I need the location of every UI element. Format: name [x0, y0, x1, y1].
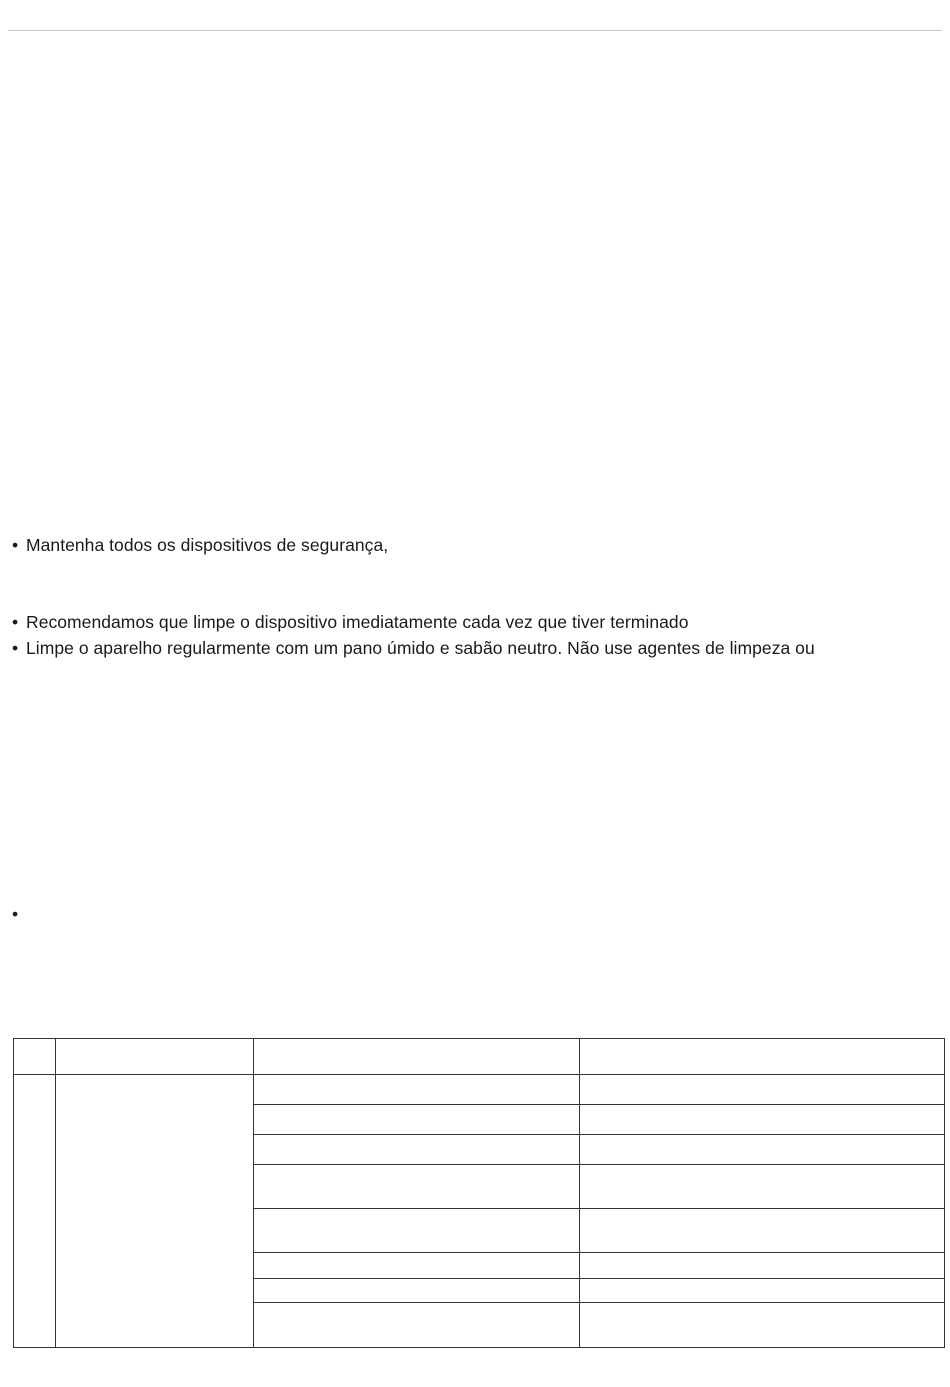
table-row-line [254, 1134, 945, 1135]
table-border-left [13, 1038, 14, 1348]
table-border-right [944, 1038, 945, 1348]
spec-table [13, 1038, 945, 1348]
bullet-safety-devices [12, 534, 388, 556]
header-divider [8, 30, 942, 31]
table-row-line [254, 1302, 945, 1303]
table-row-line [254, 1208, 945, 1209]
bullet-marker: • [12, 904, 19, 924]
table-col-divider [253, 1038, 254, 1348]
bullet-marker: • [12, 612, 19, 632]
bullet-marker: • [12, 535, 19, 555]
table-row-line [254, 1252, 945, 1253]
table-col-divider [55, 1038, 56, 1348]
bullet-text: Recomendamos que limpe o dispositivo imediatamente cada vez que tiver terminado [26, 612, 689, 632]
bullet-clean-immediately [12, 611, 689, 633]
table-row-line [254, 1104, 945, 1105]
table-row-line [254, 1278, 945, 1279]
bullet-empty [12, 903, 26, 925]
table-border-top [13, 1038, 945, 1039]
table-border-bottom [13, 1347, 945, 1348]
bullet-marker: • [12, 638, 19, 658]
bullet-clean-regularly [12, 637, 815, 659]
bullet-text: Limpe o aparelho regularmente com um pano úmido e sabão neutro. Não use agentes de limpeza ou [26, 638, 815, 658]
table-header-separator [13, 1074, 945, 1075]
table-row-line [254, 1164, 945, 1165]
bullet-text: Mantenha todos os dispositivos de segurança, [26, 535, 389, 555]
table-col-divider [579, 1038, 580, 1348]
